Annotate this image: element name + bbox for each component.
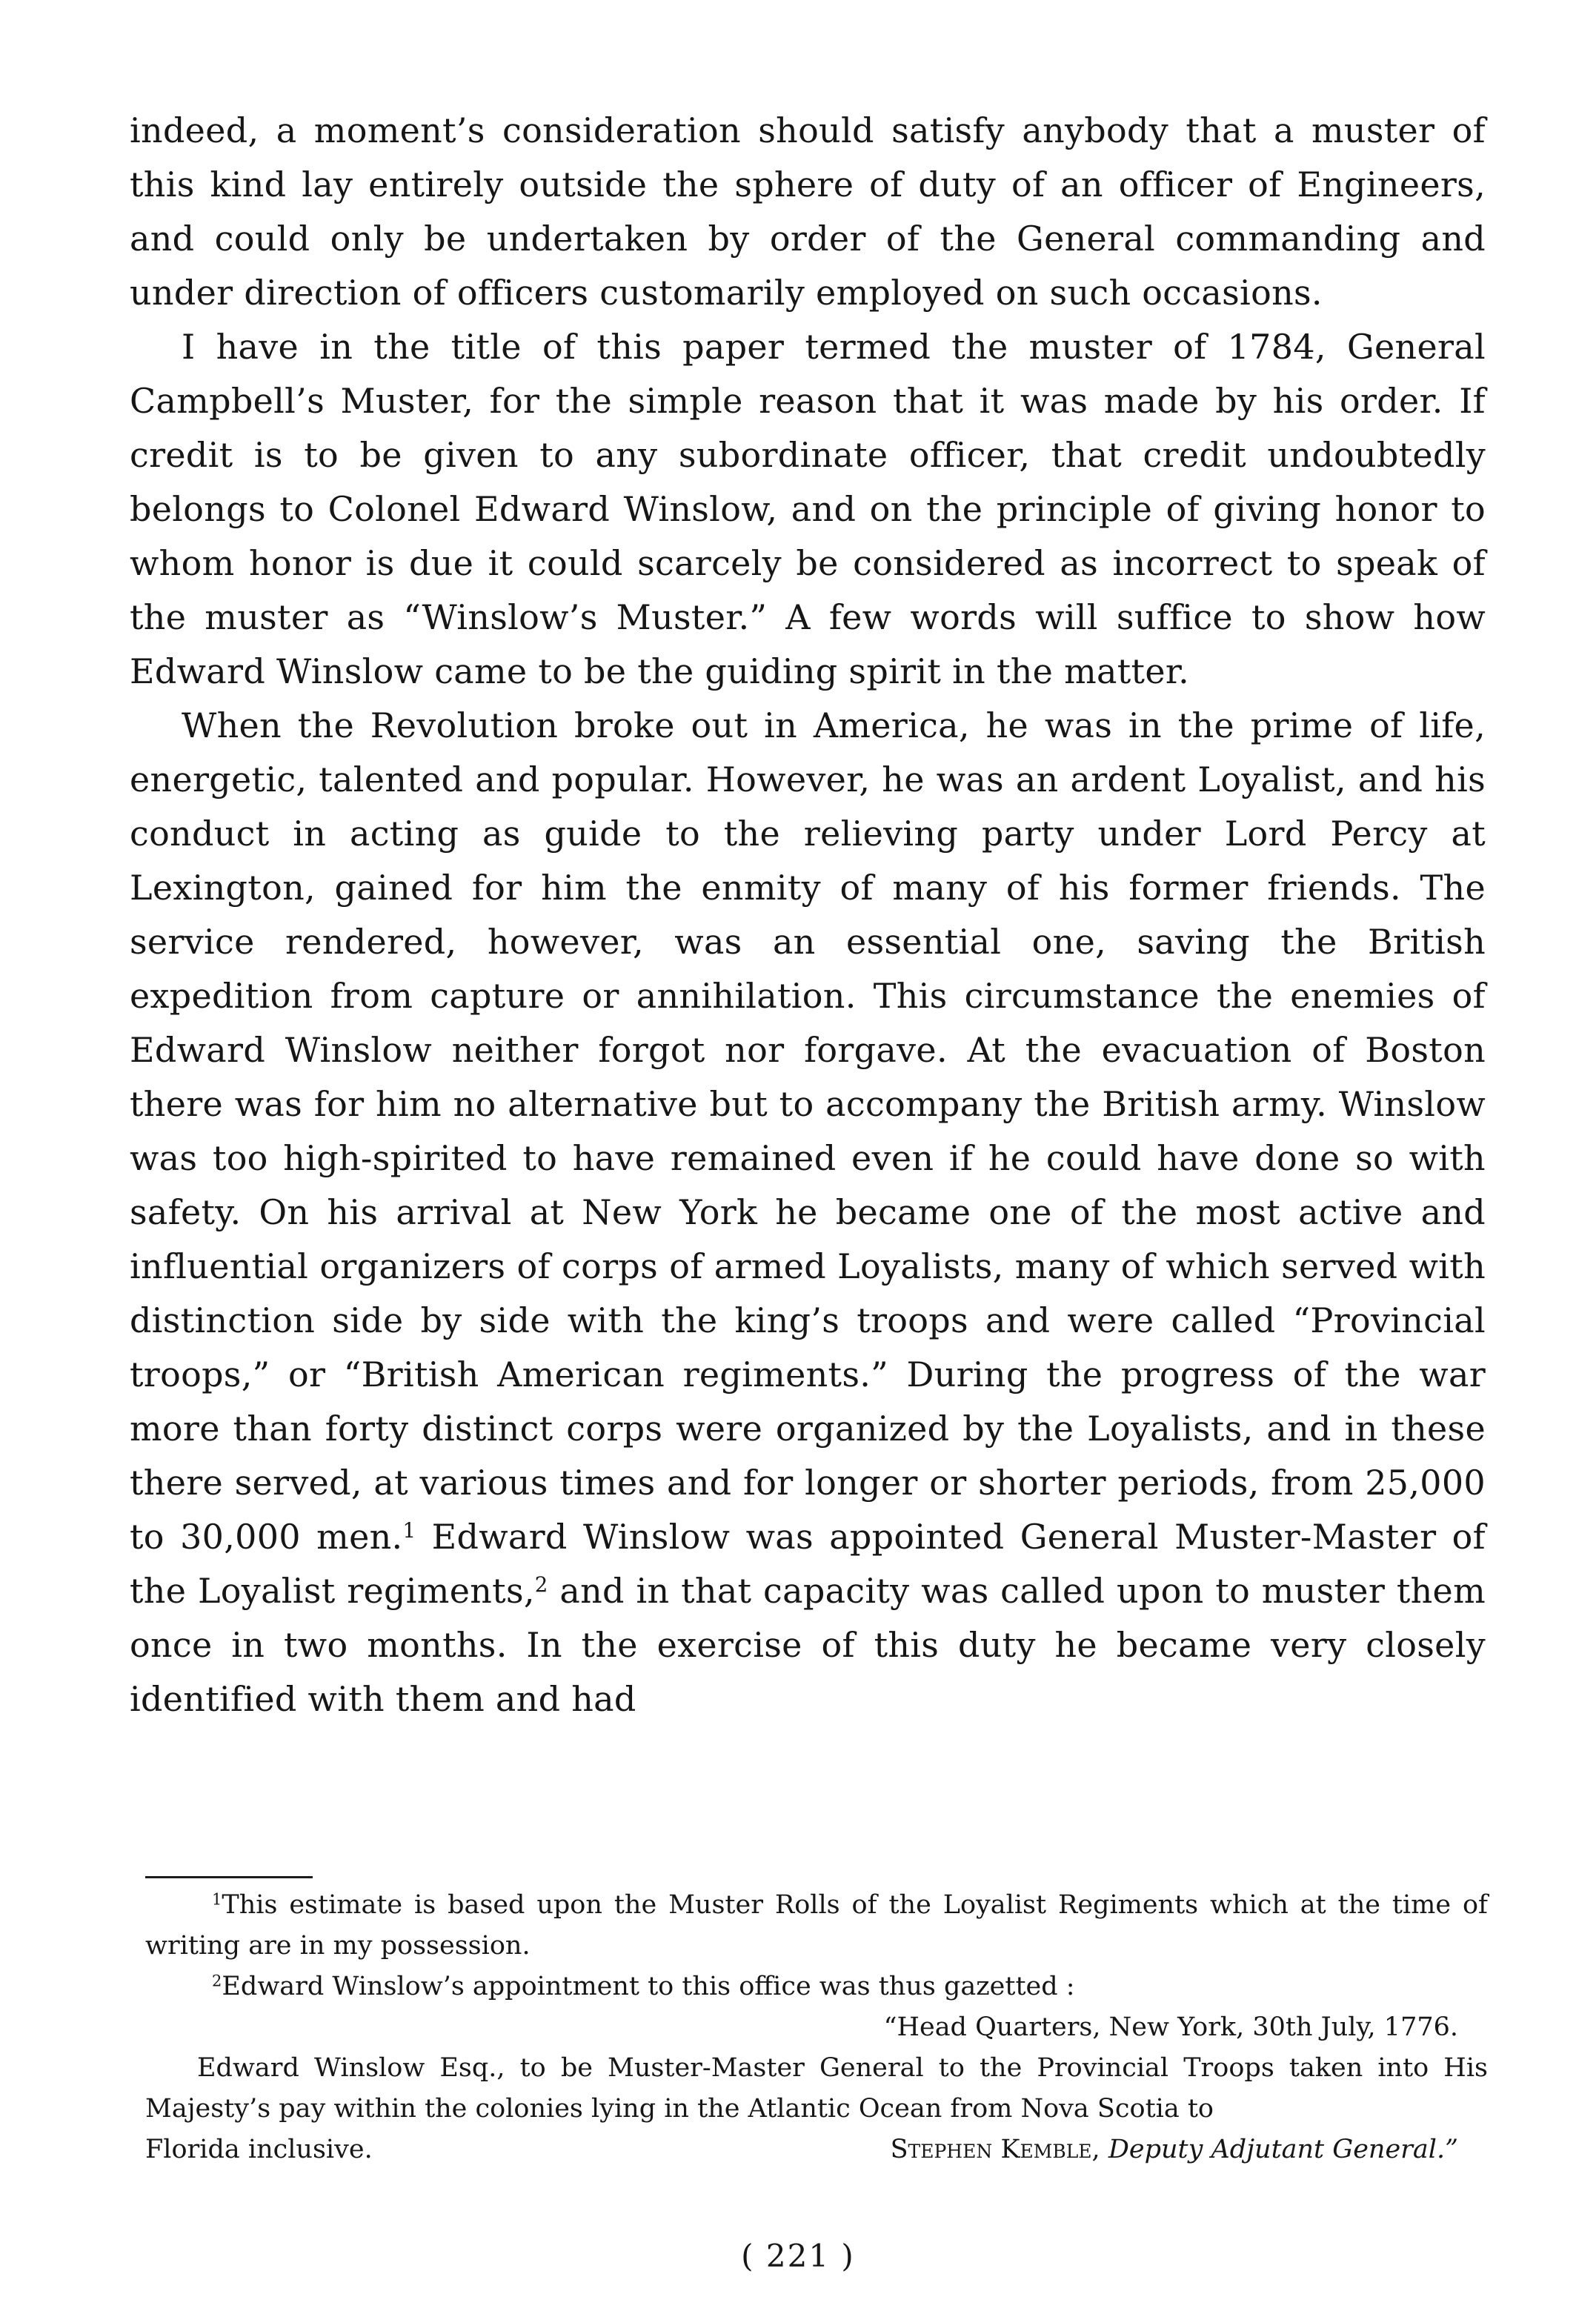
paragraph-3-part-3: and in that capacity was called upon to muster them once in two months. In the exercise of this duty he became very closely identified with them and had: [130, 1571, 1486, 1719]
paragraph-2: I have in the title of this paper termed the muster of 1784, General Campbell’s Muster, for the simple reason that it was made by his order. If credit is to be given to any subordinate officer, that credit undoubtedly belongs to Colonel Edward Winslow, and on the principle of giving honor to whom honor is due it could scarcely be considered as incorrect to speak of the muster as “Winslow’s Muster.” A few words will suffice to show how Edward Winslow came to be the guiding spirit in the matter.: [130, 327, 1486, 691]
gazette-signer: [891, 2130, 1488, 2170]
footnote-1: [145, 1885, 1488, 1966]
footnote-divider: [145, 1876, 313, 1878]
gazette-quote: Edward Winslow Esq., to be Muster-Master General to the Provincial Troops taken into His Majesty’s pay within the colonies lying in the Atlantic Ocean from Nova Scotia to: [145, 2053, 1488, 2124]
paragraph-3: [130, 699, 1486, 1726]
page-number: ( 221 ): [741, 2238, 855, 2274]
body-text: [130, 104, 1486, 1726]
signer-name: Stephen Kemble,: [890, 2135, 1100, 2164]
gazette-last-line: Florida inclusive.: [145, 2135, 373, 2164]
footnote-1-text: This estimate is based upon the Muster Rolls of the Loyalist Regiments which at the time of writing are in my possession.: [145, 1890, 1488, 1961]
paragraph-3-part-2: Edward Winslow was appointed General Muster-Master of the Loyalist regiments,: [130, 1517, 1486, 1611]
paragraph-3-part-1: When the Revolution broke out in America, he was in the prime of life, energetic, talented and popular. However, he was an ardent Loyalist, and his conduct in acting as guide to the relieving party under Lord Percy at Lexington, gained for him the enmity of many of his former friends. The service rendered, however, was an essential one, saving the British expedition from capture or annihilation. This circumstance the enemies of Edward Winslow neither forgot nor forgave. At the evacuation of Boston there was for him no alternative but to accompany the British army. Winslow was too high-spirited to have remained even if he could have done so with safety. On his arrival at New York he became one of the most active and influential organizers of corps of armed Loyalists, many of which served with distinction side by side with the king’s troops and were called “Provincial troops,” or “British American regiments.” During the progress of the war more than forty distinct corps were organized by the Loyalists, and in these there served, at various times and for longer or shorter periods, from 25,000 to 30,000 men.: [130, 705, 1486, 1557]
signer-title: Deputy Adjutant General.”: [1108, 2135, 1458, 2164]
footnotes: [145, 1885, 1488, 2170]
footnote-ref-2: 2: [534, 1572, 548, 1597]
paragraph-1: indeed, a moment’s consideration should satisfy anybody that a muster of this kind lay entirely outside the sphere of duty of an officer of Engineers, and could only be undertaken by order of the General commanding and under direction of officers customarily employed on such occasions.: [130, 110, 1486, 313]
footnote-ref-1: 1: [402, 1517, 416, 1543]
footnote-2: [145, 1966, 1488, 2007]
gazette-signoff: [145, 2130, 1488, 2170]
gazette-dateline: “Head Quarters, New York, 30th July, 1776.: [883, 2012, 1458, 2042]
footnote-2-text: Edward Winslow’s appointment to this office was thus gazetted :: [222, 1972, 1075, 2001]
footnote-2-mark: 2: [212, 1972, 222, 1990]
footnote-1-mark: 1: [212, 1890, 222, 1909]
